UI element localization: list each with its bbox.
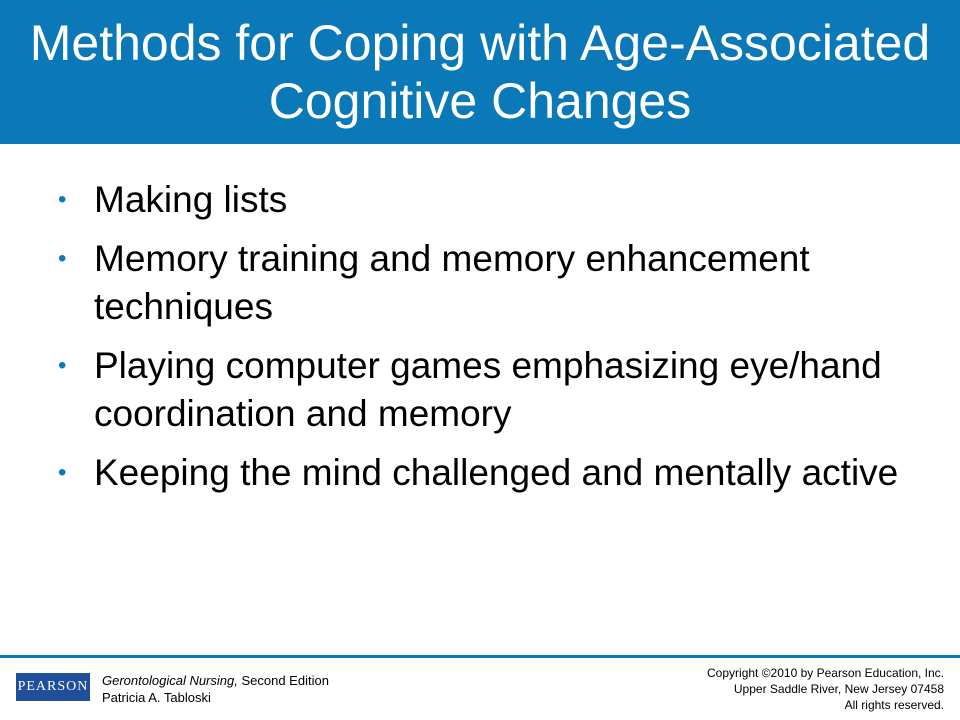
title-bar [0,0,960,144]
bullet-text: Making lists [94,179,288,220]
copyright-line: Copyright ©2010 by Pearson Education, Inc. [707,666,944,680]
footer-divider [0,655,960,658]
book-title: Gerontological Nursing, [102,673,238,688]
bullet-icon: • [58,186,67,213]
copyright-notice [707,665,944,713]
pearson-logo: PEARSON [10,673,90,701]
bullet-item [58,235,918,331]
book-author: Patricia A. Tabloski [102,690,211,705]
bullet-icon: • [58,352,67,379]
bullet-list [58,176,918,508]
bullet-item [58,449,918,497]
bullet-text: Keeping the mind challenged and mentally active [94,452,899,493]
bullet-item [58,176,918,224]
bullet-text: Memory training and memory enhancement techniques [94,238,810,327]
book-info [102,672,329,706]
bullet-text: Playing computer games emphasizing eye/hand coordination and memory [94,345,882,434]
copyright-line: All rights reserved. [844,698,944,712]
slide-title: Methods for Coping with Age-Associated Cognitive Changes [29,15,931,129]
bullet-icon: • [58,459,67,486]
copyright-line: Upper Saddle River, New Jersey 07458 [733,682,944,696]
book-edition: Second Edition [237,673,329,688]
book-title-line [102,672,329,689]
bullet-icon: • [58,245,67,272]
bullet-item [58,342,918,438]
